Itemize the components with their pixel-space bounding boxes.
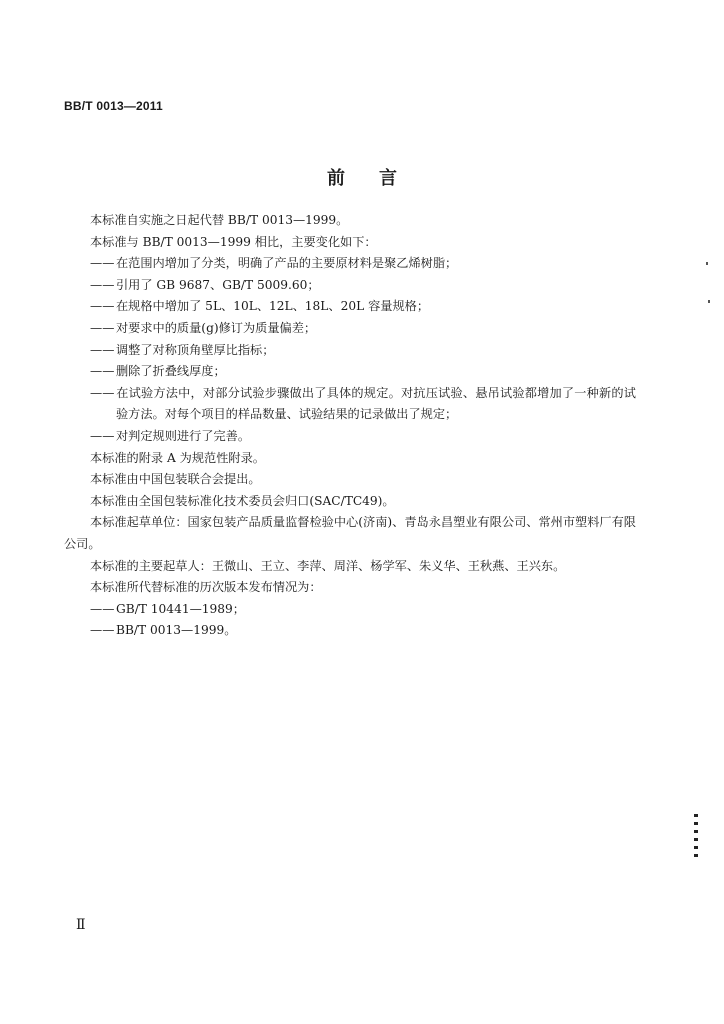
scan-speck [706,262,708,265]
page-number: Ⅱ [76,917,86,933]
dash-item [64,296,636,318]
paragraph: 本标准的附录 A 为规范性附录。 [90,450,265,465]
dash-item [64,318,636,340]
scan-mark [694,854,698,857]
dash-item [64,275,636,297]
dash-item-text: 在规格中增加了 5L、10L、12L、18L、20L 容量规格； [116,299,430,314]
dash-item [64,599,636,621]
dash-item-text: 删除了折叠线厚度； [116,364,226,379]
dash-item [64,383,636,426]
dash-item [64,620,636,642]
dash-item-text: 引用了 GB 9687、GB/T 5009.60； [116,277,320,292]
scan-mark [694,814,698,817]
dash-item-text: 调整了对称顶角壁厚比指标； [116,342,275,357]
title-char-1: 前 [327,168,345,189]
paragraph: 本标准起草单位：国家包装产品质量监督检验中心(济南)、青岛永昌塑业有限公司、常州市塑料厂有限公司。 [64,515,636,551]
dash-mark: —— [90,277,115,292]
dash-mark: —— [90,320,115,335]
dash-item [64,426,636,448]
dash-item [64,253,636,275]
dash-item [64,361,636,383]
scan-speck [708,300,710,303]
scan-mark [694,846,698,849]
dash-mark: —— [90,364,115,379]
paragraph: 本标准与 BB/T 0013—1999 相比，主要变化如下： [90,234,377,249]
dash-item-text: 对要求中的质量(g)修订为质量偏差； [116,320,317,335]
dash-mark: —— [90,299,115,314]
scan-mark [694,838,698,841]
dash-item-text: GB/T 10441—1989； [116,601,245,616]
title-char-2: 言 [379,168,397,189]
paragraph: 本标准的主要起草人：王微山、王立、李萍、周洋、杨学军、朱义华、王秋燕、王兴东。 [90,558,566,573]
dash-mark: —— [90,428,115,443]
scan-mark [694,822,698,825]
paragraph: 本标准所代替标准的历次版本发布情况为： [90,580,322,595]
dash-mark: —— [90,623,115,638]
scan-mark [694,830,698,833]
dash-item-text: 在试验方法中，对部分试验步骤做出了具体的规定。对抗压试验、悬吊试验都增加了一种新的试验方法。对每个项目的样品数量、试验结果的记录做出了规定； [116,385,636,422]
dash-item [64,340,636,362]
paragraph: 本标准由全国包装标准化技术委员会归口(SAC/TC49)。 [90,493,395,508]
paragraph: 本标准由中国包装联合会提出。 [90,472,261,487]
standard-id: BB/T 0013—2011 [64,99,163,113]
dash-mark: —— [90,385,115,400]
dash-item-text: BB/T 0013—1999。 [116,623,237,638]
dash-item-text: 对判定规则进行了完善。 [116,428,251,443]
page-title [0,164,724,190]
dash-mark: —— [90,601,115,616]
dash-mark: —— [90,342,115,357]
paragraph: 本标准自实施之日起代替 BB/T 0013—1999。 [90,213,349,227]
foreword-body [64,210,636,642]
dash-item-text: 在范围内增加了分类，明确了产品的主要原材料是聚乙烯树脂； [116,256,458,271]
dash-mark: —— [90,256,115,271]
scan-edge-marks [694,814,700,874]
